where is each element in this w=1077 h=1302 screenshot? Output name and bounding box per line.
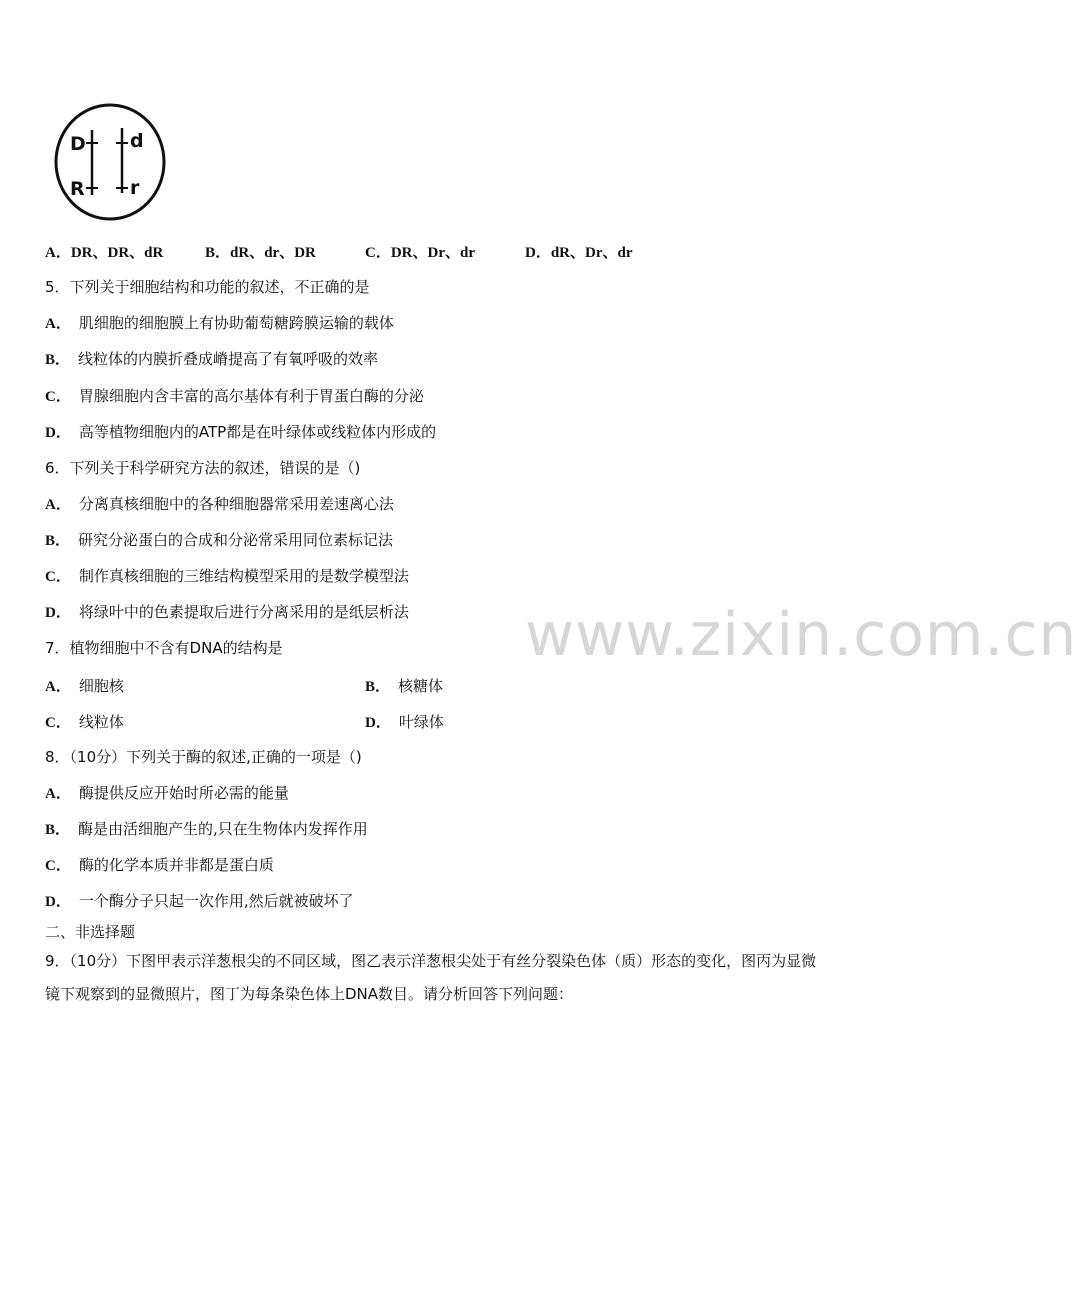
- q7-option-b: B． 核糖体: [365, 677, 444, 695]
- q7-options-row-1: [45, 675, 845, 695]
- q5-stem: 5．下列关于细胞结构和功能的叙述，不正确的是: [45, 278, 370, 296]
- q9-line-2: 镜下观察到的显微照片，图丁为每条染色体上DNA数目。请分析回答下列问题：: [45, 985, 574, 1003]
- q6-option-b: B． 研究分泌蛋白的合成和分泌常采用同位素标记法: [45, 531, 394, 549]
- q8-option-d: D． 一个酶分子只起一次作用,然后就被破坏了: [45, 892, 354, 910]
- q6-stem: 6．下列关于科学研究方法的叙述，错误的是（): [45, 459, 361, 477]
- q8-option-a: A． 酶提供反应开始时所必需的能量: [45, 784, 289, 802]
- q5-option-d: D． 高等植物细胞内的ATP都是在叶绿体或线粒体内形成的: [45, 423, 437, 441]
- q9-text: [45, 945, 885, 1011]
- gene-label-D: D: [70, 133, 86, 155]
- q4-option-a: A．DR、DR、dR: [45, 245, 164, 261]
- gene-label-r: r: [130, 177, 140, 199]
- q8-option-b: B． 酶是由活细胞产生的,只在生物体内发挥作用: [45, 820, 368, 838]
- gene-label-d: d: [130, 130, 144, 152]
- q7-stem: 7．植物细胞中不含有DNA的结构是: [45, 639, 283, 657]
- q5-option-c: C． 胃腺细胞内含丰富的高尔基体有利于胃蛋白酶的分泌: [45, 387, 424, 405]
- gene-label-R: R: [70, 178, 85, 200]
- q7-options-row-2: [45, 711, 845, 731]
- q7-option-d: D． 叶绿体: [365, 713, 444, 731]
- q4-option-d: D．dR、Dr、dr: [525, 245, 633, 261]
- q5-option-a: A． 肌细胞的细胞膜上有协助葡萄糖跨膜运输的载体: [45, 314, 394, 332]
- q7-option-c: C． 线粒体: [45, 713, 124, 731]
- section-title: 二、非选择题: [45, 923, 136, 941]
- q6-option-a: A． 分离真核细胞中的各种细胞器常采用差速离心法: [45, 495, 394, 513]
- q9-line-1: 9．（10分）下图甲表示洋葱根尖的不同区域，图乙表示洋葱根尖处于有丝分裂染色体（质）形态的变化，图丙为显微: [45, 952, 817, 970]
- chromosome-diagram: [50, 100, 170, 224]
- q6-option-d: D． 将绿叶中的色素提取后进行分离采用的是纸层析法: [45, 603, 409, 621]
- q6-option-c: C． 制作真核细胞的三维结构模型采用的是数学模型法: [45, 567, 409, 585]
- q8-option-c: C． 酶的化学本质并非都是蛋白质: [45, 856, 274, 874]
- q4-options: [45, 241, 845, 261]
- q5-option-b: B． 线粒体的内膜折叠成嵴提高了有氧呼吸的效率: [45, 350, 379, 368]
- q4-option-c: C．DR、Dr、dr: [365, 245, 475, 261]
- q4-option-b: B．dR、dr、DR: [205, 245, 316, 261]
- cell-outline: [56, 105, 164, 219]
- watermark-text: www.zixin.com.cn: [525, 600, 1077, 670]
- q7-option-a: A． 细胞核: [45, 677, 124, 695]
- q8-stem: 8．（10分）下列关于酶的叙述,正确的一项是（): [45, 748, 362, 766]
